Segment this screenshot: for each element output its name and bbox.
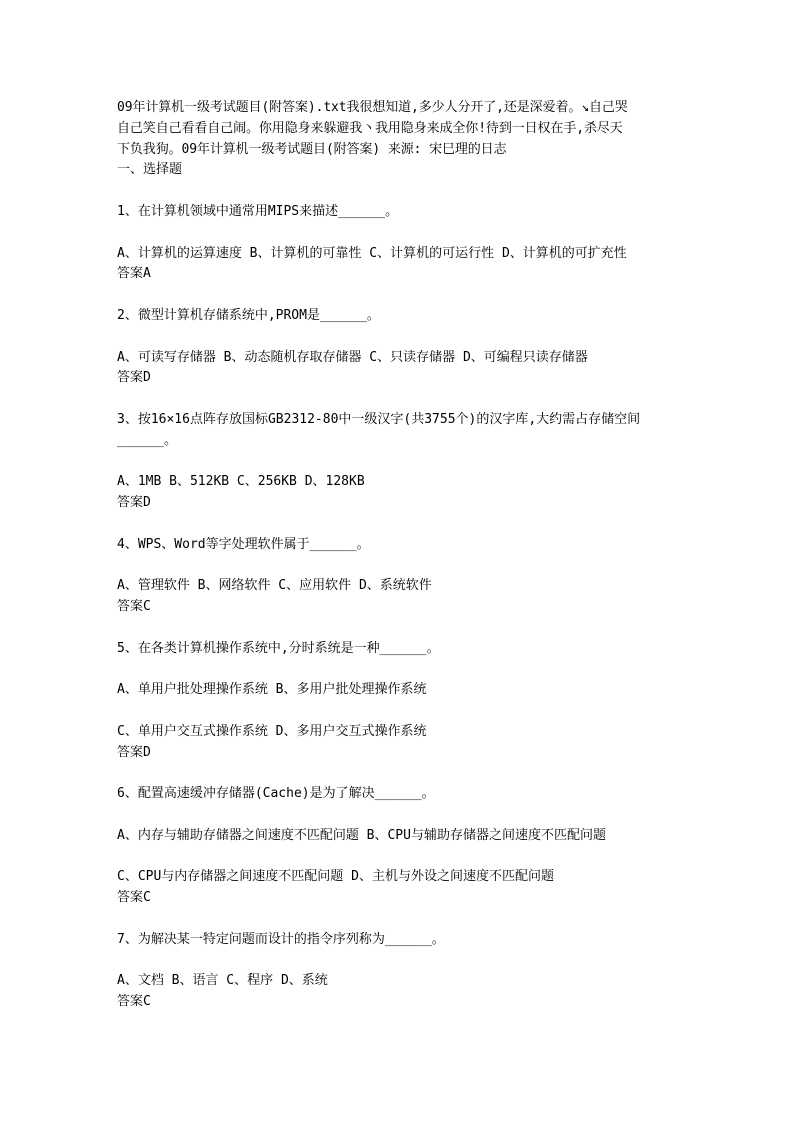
question-answer: 答案D — [117, 744, 151, 760]
question-block — [117, 930, 679, 1013]
question-block — [117, 784, 679, 909]
question-options: A、计算机的运算速度 B、计算机的可靠性 C、计算机的可运行性 D、计算机的可扩充性 — [117, 245, 627, 261]
question-answer: 答案D — [117, 370, 151, 386]
intro-line: 09年计算机一级考试题目(附答案).txt我很想知道,多少人分开了,还是深爱着。↘自己哭 — [117, 100, 628, 115]
question-options: A、内存与辅助存储器之间速度不匹配问题 B、CPU与辅助存储器之间速度不匹配问题 — [117, 827, 606, 843]
question-options: A、单用户批处理操作系统 B、多用户批处理操作系统 — [117, 682, 427, 698]
spacer — [117, 847, 679, 868]
question-options: A、管理软件 B、网络软件 C、应用软件 D、系统软件 — [117, 578, 432, 594]
spacer — [117, 618, 679, 639]
question-block — [117, 535, 679, 618]
question-answer: 答案C — [117, 890, 151, 906]
spacer — [117, 660, 679, 681]
question-answer: 答案A — [117, 266, 151, 282]
question-stem: 3、按16×16点阵存放国标GB2312-80中一级汉字(共3755个)的汉字库,大约需占存储空间 — [117, 411, 641, 427]
question-block — [117, 639, 679, 764]
spacer — [117, 181, 679, 202]
question-stem: 7、为解决某一特定问题而设计的指令序列称为______。 — [117, 931, 445, 947]
question-answer: 答案C — [117, 599, 151, 615]
spacer — [117, 909, 679, 930]
spacer — [117, 285, 679, 306]
question-block — [117, 306, 679, 389]
question-block — [117, 202, 679, 285]
spacer — [117, 514, 679, 535]
spacer — [117, 556, 679, 577]
question-answer: 答案D — [117, 495, 151, 511]
spacer — [117, 805, 679, 826]
question-options: C、CPU与内存储器之间速度不匹配问题 D、主机与外设之间速度不匹配问题 — [117, 869, 554, 885]
question-stem: 2、微型计算机存储系统中,PROM是______。 — [117, 307, 380, 323]
question-options: A、可读写存储器 B、动态随机存取存储器 C、只读存储器 D、可编程只读存储器 — [117, 349, 588, 365]
spacer — [117, 951, 679, 972]
question-stem: 4、WPS、Word等字处理软件属于______。 — [117, 536, 370, 552]
spacer — [117, 701, 679, 722]
question-block — [117, 410, 679, 514]
question-stem: ______。 — [117, 432, 177, 448]
question-options: A、文档 B、语言 C、程序 D、系统 — [117, 973, 328, 989]
question-options: C、单用户交互式操作系统 D、多用户交互式操作系统 — [117, 723, 427, 739]
spacer — [117, 452, 679, 473]
section-heading: 一、选择题 — [117, 162, 183, 178]
intro-paragraph — [117, 98, 679, 160]
intro-line: 下负我狗。09年计算机一级考试题目(附答案) 来源: 宋巳理的日志 — [117, 141, 507, 157]
question-stem: 1、在计算机领域中通常用MIPS来描述______。 — [117, 203, 399, 219]
document-page — [117, 98, 679, 1013]
question-stem: 6、配置高速缓冲存储器(Cache)是为了解决______。 — [117, 786, 435, 802]
question-stem: 5、在各类计算机操作系统中,分时系统是一种______。 — [117, 640, 440, 656]
intro-line: 自己笑自己看看自己闹。你用隐身来躲避我丶我用隐身来成全你!待到一日权在手,杀尽天 — [117, 120, 623, 136]
question-options: A、1MB B、512KB C、256KB D、128KB — [117, 474, 365, 490]
spacer — [117, 223, 679, 244]
spacer — [117, 327, 679, 348]
spacer — [117, 764, 679, 785]
spacer — [117, 389, 679, 410]
question-answer: 答案C — [117, 994, 151, 1010]
